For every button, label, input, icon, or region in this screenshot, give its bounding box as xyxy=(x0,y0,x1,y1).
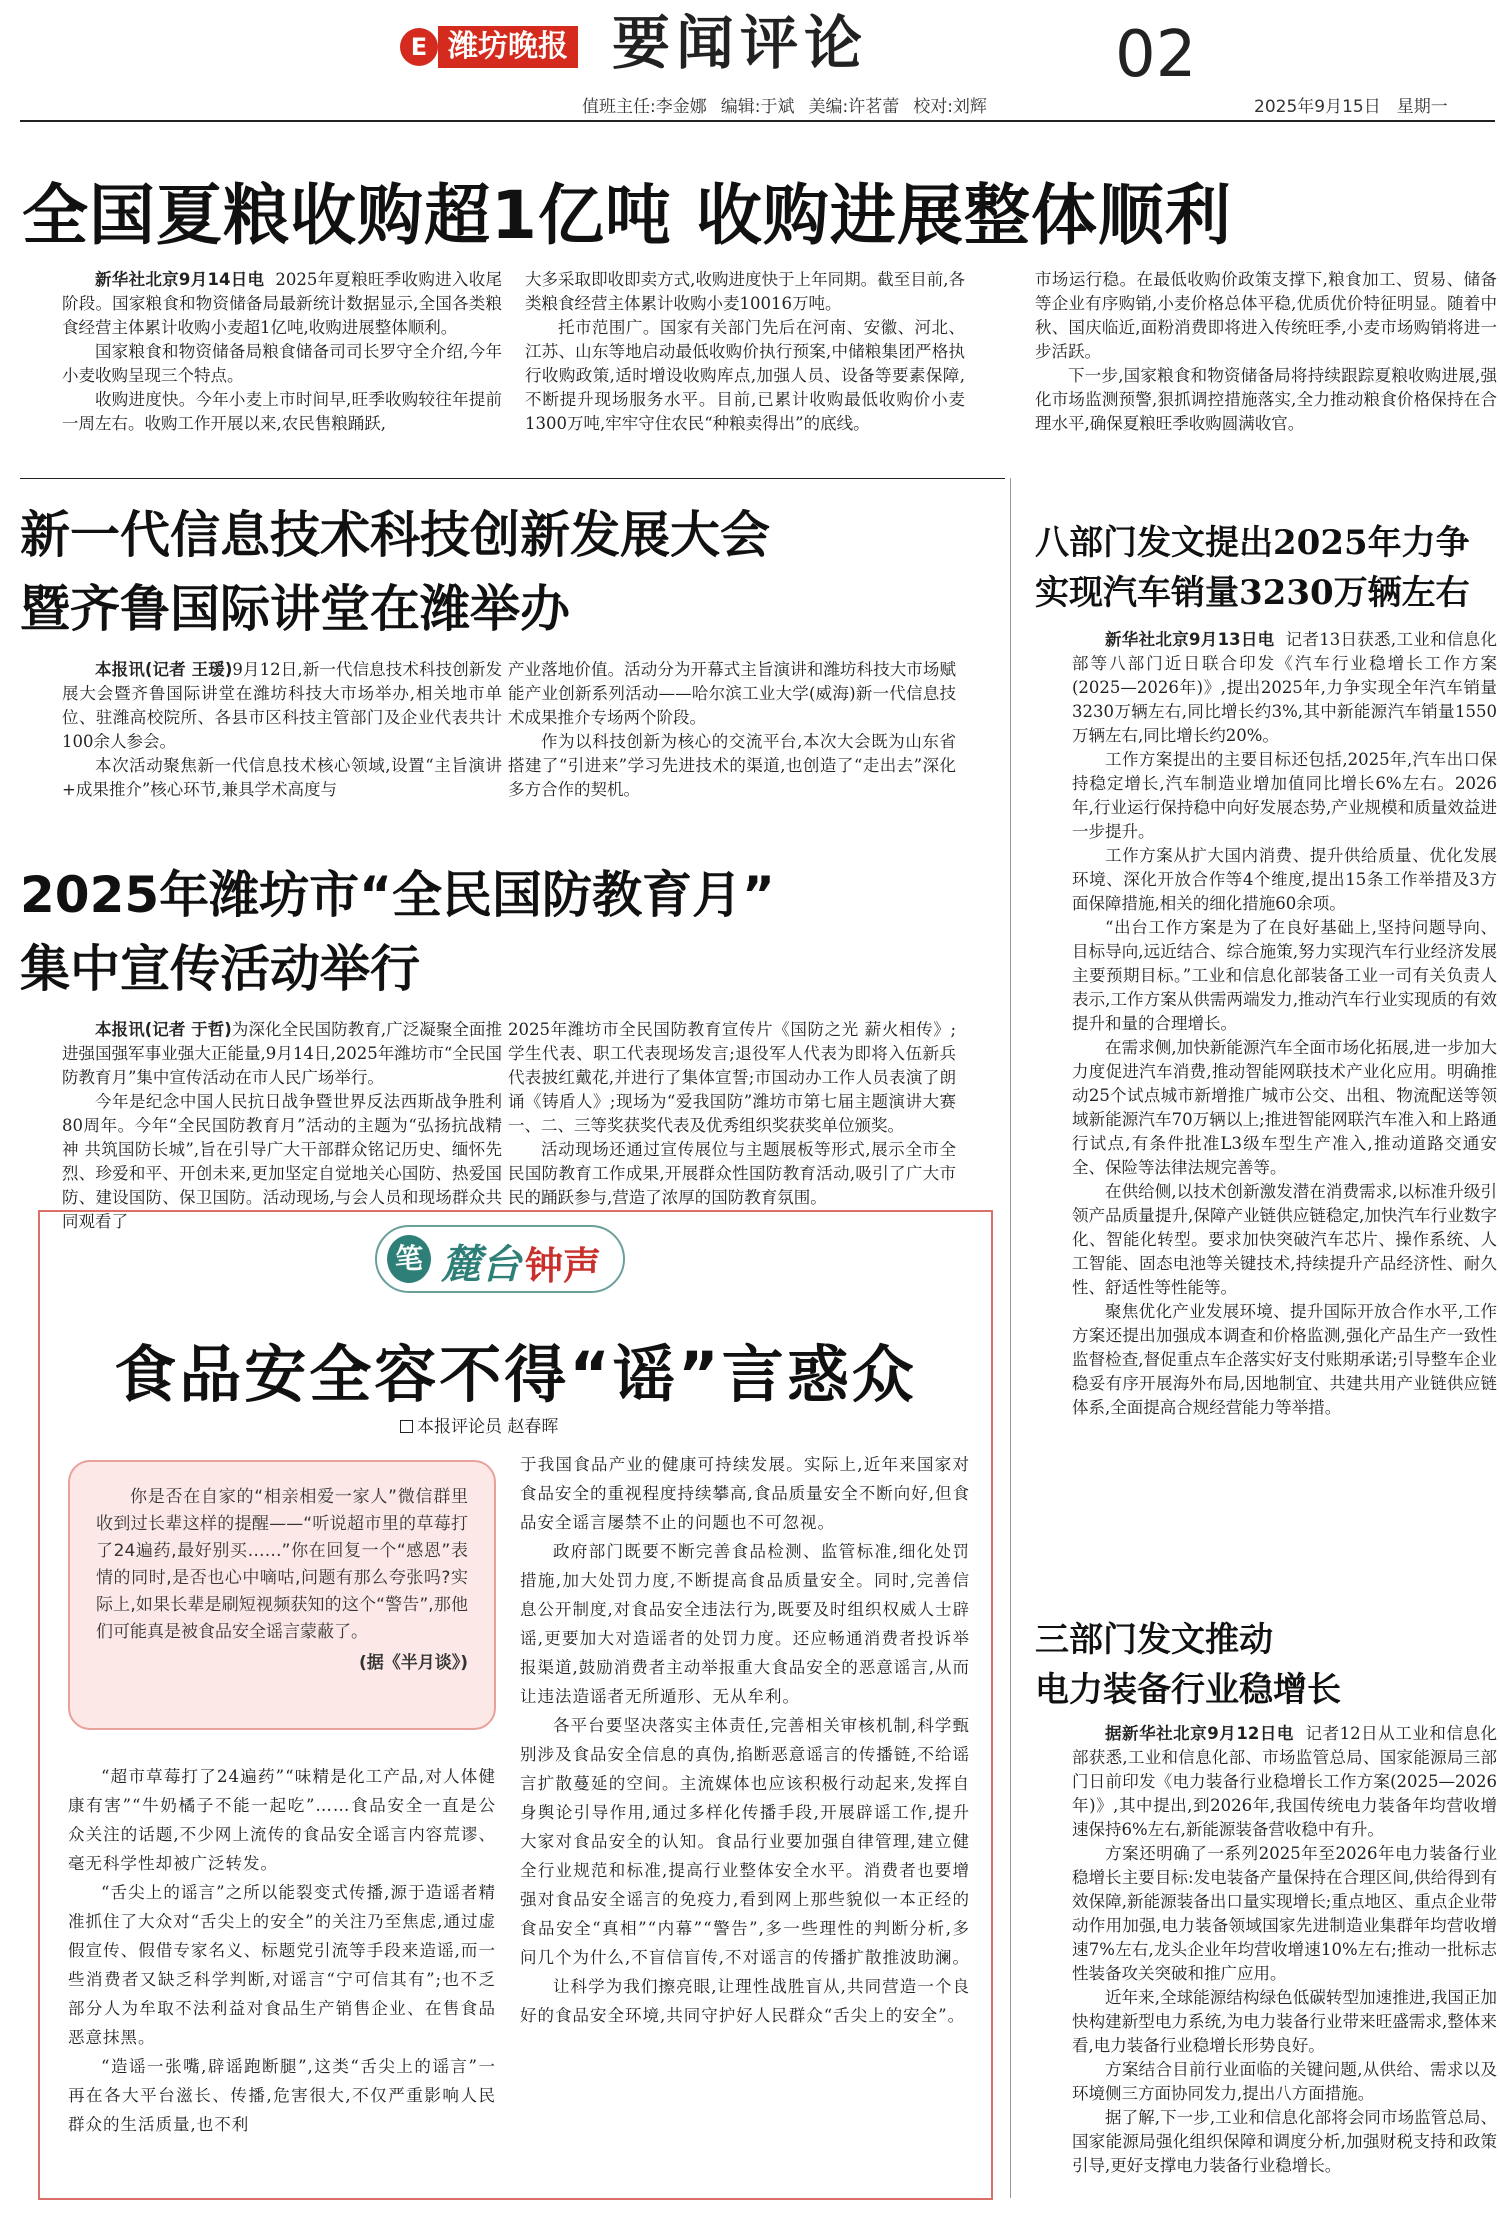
divider xyxy=(20,478,1005,479)
defense-col-2 xyxy=(508,1018,956,1207)
paragraph: 作为以科技创新为核心的交流平台,本次大会既为山东省搭建了“引进来”学习先进技术的渠道,也创造了“走出去”深化多方合作的契机。 xyxy=(508,732,956,799)
grain-col-2 xyxy=(525,268,965,468)
credit: 校对:刘辉 xyxy=(913,97,987,117)
dateline: 本报讯(记者 于哲) xyxy=(95,1020,232,1039)
headline-defense-month xyxy=(20,858,775,1006)
paragraph: 9月12日,新一代信息技术科技创新发展大会暨齐鲁国际讲堂在潍坊科技大市场举办,相关地市单位、驻潍高校院所、各县市区科技主管部门及企业代表共计100余人参会。 xyxy=(62,660,502,751)
paragraph: 2025年潍坊市全民国防教育宣传片《国防之光 薪火相传》;学生代表、职工代表现场发言;退役军人代表为即将入伍新兵代表披红戴花,并进行了集体宣誓;市国动办工作人员表演了朗诵《铸盾人》;现场为“爱我国防”潍坊市第七届主题演讲大赛一、二、三等奖获奖代表及优秀组织奖获奖单位颁奖。 xyxy=(508,1020,956,1135)
dateline: 新华社北京9月13日电 xyxy=(1105,630,1275,649)
page-number: 02 xyxy=(1115,18,1197,92)
headline-auto-sales xyxy=(1035,518,1470,618)
headline-power-equipment xyxy=(1035,1615,1341,1715)
paragraph: 收购进度快。今年小麦上市时间早,旺季收购较往年提前一周左右。收购工作开展以来,农民售粮踊跃, xyxy=(62,390,502,433)
dateline: 本报讯(记者 王瑗) xyxy=(95,660,233,679)
masthead-rule xyxy=(20,120,1495,122)
paragraph: 活动现场还通过宣传展位与主题展板等形式,展示全市全民国防教育工作成果,开展群众性国防教育活动,吸引了广大市民的踊跃参与,营造了浓厚的国防教育氛围。 xyxy=(508,1140,956,1207)
headline-line: 电力装备行业稳增长 xyxy=(1035,1670,1341,1710)
opinion-col-right xyxy=(520,1450,970,2195)
paragraph: 下一步,国家粮食和物资储备局将持续跟踪夏粮收购进展,强化市场监测预警,狠抓调控措施落实,全力推动粮食价格保持在合理水平,确保夏粮旺季收购圆满收官。 xyxy=(1035,366,1497,433)
paragraph: 市场运行稳。在最低收购价政策支撑下,粮食加工、贸易、储备等企业有序购销,小麦价格总体平稳,优质优价特征明显。随着中秋、国庆临近,面粉消费即将进入传统旺季,小麦市场购销将进一步活跃。 xyxy=(1035,270,1497,361)
paragraph: 大多采取即收即卖方式,收购进度快于上年同期。截至目前,各类粮食经营主体累计收购小麦10016万吨。 xyxy=(525,270,965,313)
headline-line: 三部门发文推动 xyxy=(1035,1620,1273,1660)
paragraph: 据了解,下一步,工业和信息化部将会同市场监管总局、国家能源局强化组织保障和调度分析,加强财税支持和政策引导,更好支撑电力装备行业稳增长。 xyxy=(1072,2108,1497,2175)
headline-line: 八部门发文提出2025年力争 xyxy=(1035,523,1470,563)
paragraph: 产业落地价值。活动分为开幕式主旨演讲和潍坊科技大市场赋能产业创新系列活动——哈尔滨工业大学(威海)新一代信息技术成果推介专场两个阶段。 xyxy=(508,660,956,727)
dateline: 据新华社北京9月12日电 xyxy=(1105,1724,1294,1743)
paragraph: “造谣一张嘴,辟谣跑断腿”,这类“舌尖上的谣言”一再在各大平台滋长、传播,危害很大,不仅严重影响人民群众的生活质量,也不利 xyxy=(68,2057,496,2134)
dateline: 新华社北京9月14日电 xyxy=(95,270,265,289)
paragraph: 记者13日获悉,工业和信息化部等八部门近日联合印发《汽车行业稳增长工作方案(2025—2026年)》,提出2025年,力争实现全年汽车销量3230万辆左右,同比增长约3%,其中新能源汽车销量1550万辆左右,同比增长约20%。 xyxy=(1072,630,1497,745)
newspaper-logo-icon: E xyxy=(400,28,438,66)
paragraph: 于我国食品产业的健康可持续发展。实际上,近年来国家对食品安全的重视程度持续攀高,食品质量安全不断向好,但食品安全谣言屡禁不止的问题也不可忽视。 xyxy=(520,1455,970,1532)
headline-line: 2025年潍坊市“全民国防教育月” xyxy=(20,866,775,924)
headline-grain: 全国夏粮收购超1亿吨 收购进展整体顺利 xyxy=(22,177,1232,254)
paragraph: “超市草莓打了24遍药”“味精是化工产品,对人体健康有害”“牛奶橘子不能一起吃”……食品安全一直是公众关注的话题,不少网上流传的食品安全谣言内容荒谬、毫无科学性却被广泛转发。 xyxy=(68,1767,496,1873)
paragraph: “舌尖上的谣言”之所以能裂变式传播,源于造谣者精准抓住了大众对“舌尖上的安全”的关注乃至焦虑,通过虚假宣传、假借专家名义、标题党引流等手段来造谣,而一些消费者又缺乏科学判断,对谣言“宁可信其有”;也不乏部分人为牟取不法利益对食品生产销售企业、在售食品恶意抹黑。 xyxy=(68,1883,496,2047)
column-brand xyxy=(375,1225,625,1293)
square-icon xyxy=(400,1420,413,1433)
paragraph: 方案还明确了一系列2025年至2026年电力装备行业稳增长主要目标:发电装备产量保持在合理区间,供给得到有效保障,新能源装备出口量实现增长;重点地区、重点企业带动作用加强,电力装备领域国家先进制造业集群年均营收增速7%左右,龙头企业年均营收增速10%左右;推动一批标志性装备攻关突破和推广应用。 xyxy=(1072,1844,1497,1983)
brand-suffix: 钟声 xyxy=(525,1244,602,1288)
headline-it-conference xyxy=(20,498,770,646)
paragraph: 托市范围广。国家有关部门先后在河南、安徽、河北、江苏、山东等地启动最低收购价执行预案,中储粮集团严格执行收购政策,适时增设收购库点,加强人员、设备等要素保障,不断提升现场服务水平。目前,已累计收购最低收购价小麦1300万吨,牢牢守住农民“种粮卖得出”的底线。 xyxy=(525,318,965,433)
issue-date xyxy=(1254,92,1464,117)
defense-col-1 xyxy=(62,1018,503,1231)
headline-line: 实现汽车销量3230万辆左右 xyxy=(1035,573,1470,613)
credit: 美编:许茗蕾 xyxy=(808,97,900,117)
quote-box xyxy=(68,1460,496,1730)
headline-line: 新一代信息技术科技创新发展大会 xyxy=(20,506,770,564)
paragraph: 2025年夏粮旺季收购进入收尾阶段。国家粮食和物资储备局最新统计数据显示,全国各类粮食经营主体累计收购小麦超1亿吨,收购进展整体顺利。 xyxy=(62,270,502,337)
paragraph: 聚焦优化产业发展环境、提升国际开放合作水平,工作方案还提出加强成本调查和价格监测,强化产品生产一致性监督检查,督促重点车企落实好支付账期承诺;引导整车企业稳妥有序开展海外布局,因地制宜、共建共用产业链供应链体系,全面提高合规经营能力等举措。 xyxy=(1072,1302,1497,1417)
auto-sales-body xyxy=(1072,628,1497,1588)
paragraph: 记者12日从工业和信息化部获悉,工业和信息化部、市场监管总局、国家能源局三部门日前印发《电力装备行业稳增长工作方案(2025—2026年)》,其中提出,到2026年,我国传统电力装备年均营收增速保持6%左右,新能源装备营收稳中有升。 xyxy=(1072,1724,1497,1839)
paragraph: “出台工作方案是为了在良好基础上,坚持问题导向、目标导向,远近结合、综合施策,努力实现汽车行业经济发展主要预期目标。”工业和信息化部装备工业一司有关负责人表示,工作方案从供需两端发力,推动汽车行业实现质的有效提升和量的合理增长。 xyxy=(1072,918,1497,1033)
headline-line: 集中宣传活动举行 xyxy=(20,940,420,998)
headline-line: 暨齐鲁国际讲堂在潍举办 xyxy=(20,580,570,638)
column-divider xyxy=(1010,478,1011,2198)
staff-credits xyxy=(582,92,1001,117)
byline-text: 本报评论员 赵春晖 xyxy=(417,1417,559,1437)
it-col-1 xyxy=(62,658,502,848)
paragraph: 本次活动聚焦新一代信息技术核心领域,设置“主旨演讲+成果推介”核心环节,兼具学术高度与 xyxy=(62,756,502,799)
paragraph: 在供给侧,以技术创新激发潜在消费需求,以标准升级引领产品质量提升,保障产业链供应链稳定,加快汽车行业数字化、智能化转型。要求加快突破汽车芯片、操作系统、人工智能、固态电池等关键技术,持续提升产品经济性、耐久性、舒适性等性能等。 xyxy=(1072,1182,1497,1297)
paragraph: 国家粮食和物资储备局粮食储备司司长罗守全介绍,今年小麦收购呈现三个特点。 xyxy=(62,342,502,385)
date-text: 2025年9月15日 xyxy=(1254,97,1381,117)
grain-col-1 xyxy=(62,268,502,468)
pen-icon: 笔 xyxy=(387,1235,431,1283)
quote-source: (据《半月谈》) xyxy=(358,1653,468,1673)
paragraph: 今年是纪念中国人民抗日战争暨世界反法西斯战争胜利80周年。今年“全民国防教育月”活动的主题为“弘扬抗战精神 共筑国防长城”,旨在引导广大干部群众铭记历史、缅怀先烈、珍爱和平、开创未来,更加坚定自觉地关心国防、热爱国防、建设国防、保卫国防。活动现场,与会人员和现场群众共同观看了 xyxy=(62,1092,502,1231)
power-equipment-body xyxy=(1072,1722,1497,2200)
paragraph: 为深化全民国防教育,广泛凝聚全面推进强国强军事业强大正能量,9月14日,2025年潍坊市“全民国防教育月”集中宣传活动在市人民广场举行。 xyxy=(62,1020,503,1087)
it-col-2 xyxy=(508,658,956,848)
opinion-col-left xyxy=(68,1762,496,2192)
section-title: 要闻评论 xyxy=(612,9,869,77)
paragraph: 方案结合目前行业面临的关键问题,从供给、需求以及环境侧三方面协同发力,提出八方面措施。 xyxy=(1072,2060,1497,2103)
paragraph: 让科学为我们擦亮眼,让理性战胜盲从,共同营造一个良好的食品安全环境,共同守护好人民群众“舌尖上的安全”。 xyxy=(520,1977,970,2025)
paragraph: 工作方案提出的主要目标还包括,2025年,汽车出口保持稳定增长,汽车制造业增加值同比增长6%左右。2026年,行业运行保持稳中向好发展态势,产业规模和质量效益进一步提升。 xyxy=(1072,750,1497,841)
opinion-title: 食品安全容不得“谣”言惑众 xyxy=(114,1338,917,1411)
newspaper-logo: 潍坊晚报 xyxy=(438,26,578,68)
quote-text: 你是否在自家的“相亲相爱一家人”微信群里收到过长辈这样的提醒——“听说超市里的草莓打了24遍药,最好别买……”你在回复一个“感恩”表情的同时,是否也心中嘀咕,问题有那么夸张吗?实际上,如果长辈是刷短视频获知的这个“警告”,那他们可能真是被食品安全谣言蒙蔽了。 xyxy=(96,1487,468,1642)
weekday-text: 星期一 xyxy=(1396,97,1448,117)
paragraph: 近年来,全球能源结构绿色低碳转型加速推进,我国正加快构建新型电力系统,为电力装备行业带来旺盛需求,整体来看,电力装备行业稳增长形势良好。 xyxy=(1072,1988,1497,2055)
paragraph: 各平台要坚决落实主体责任,完善相关审核机制,科学甄别涉及食品安全信息的真伪,掐断恶意谣言的传播链,不给谣言扩散蔓延的空间。主流媒体也应该积极行动起来,发挥自身舆论引导作用,通过多样化传播手段,开展辟谣工作,提升大家对食品安全的认知。食品行业要加强自律管理,建立健全行业规范和标准,提高行业整体安全水平。消费者也要增强对食品安全谣言的免疫力,看到网上那些貌似一本正经的食品安全“真相”“内幕”“警告”,多一些理性的判断分析,多问几个为什么,不盲信盲传,不对谣言的传播扩散推波助澜。 xyxy=(520,1716,970,1967)
brand-name: 麓台 xyxy=(441,1242,521,1288)
grain-col-3 xyxy=(1035,268,1497,468)
opinion-byline xyxy=(400,1412,558,1437)
paragraph: 政府部门既要不断完善食品检测、监管标准,细化处罚措施,加大处罚力度,不断提高食品质量安全。同时,完善信息公开制度,对食品安全违法行为,既要及时组织权威人士辟谣,更要加大对造谣者的处罚力度。还应畅通消费者投诉举报渠道,鼓励消费者主动举报重大食品安全的恶意谣言,从而让违法造谣者无所遁形、无从牟利。 xyxy=(520,1542,970,1706)
credit: 值班主任:李金娜 xyxy=(582,97,707,117)
paragraph: 在需求侧,加快新能源汽车全面市场化拓展,进一步加大力度促进汽车消费,推动智能网联技术产业化应用。明确推动25个试点城市新增推广城市公交、出租、物流配送等领域新能源汽车70万辆以上;推进智能网联汽车准入和上路通行试点,有条件批准L3级车型生产准入,推动道路交通安全、保险等法律法规完善等。 xyxy=(1072,1038,1497,1177)
credit: 编辑:于斌 xyxy=(720,97,795,117)
paragraph: 工作方案从扩大国内消费、提升供给质量、优化发展环境、深化开放合作等4个维度,提出15条工作举措及3方面保障措施,相关的细化措施60余项。 xyxy=(1072,846,1497,913)
